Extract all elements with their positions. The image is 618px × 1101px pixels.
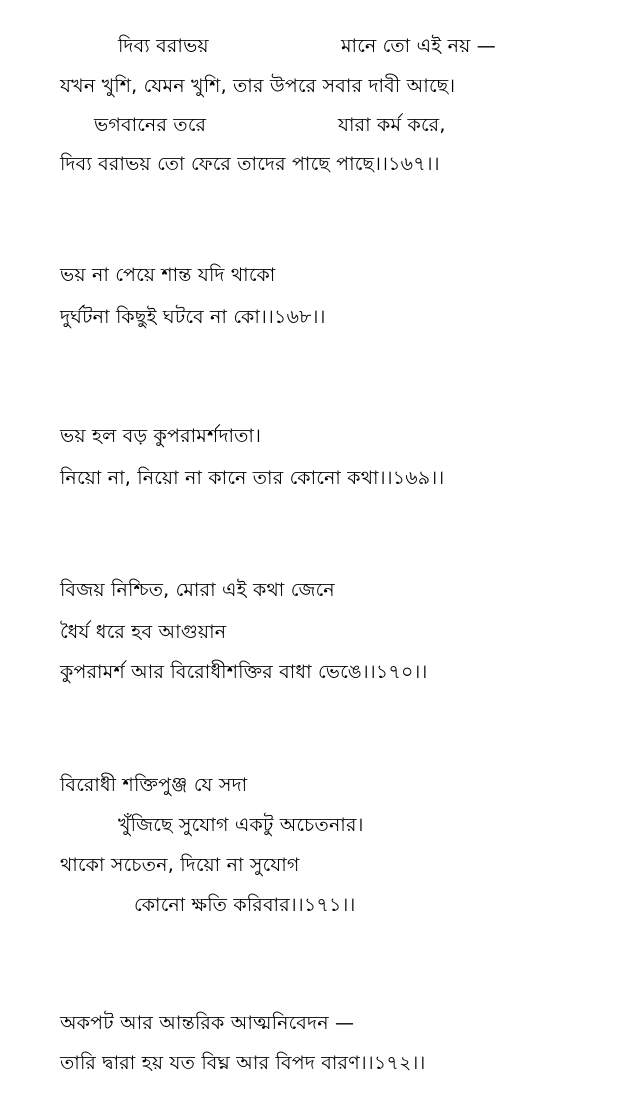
- verse-line: দিব্য বরাভয় তো ফেরে তাদের পাছে পাছে।।১৬৭।।: [60, 153, 440, 175]
- verse-line: যারা কর্ম করে,: [338, 114, 446, 136]
- verse-line: নিয়ো না, নিয়ো না কানে তার কোনো কথা।।১৬৯।।: [60, 467, 445, 489]
- verse-line: ভয় হল বড় কুপরামর্শদাতা।: [60, 425, 262, 447]
- verse-line: দিব্য বরাভয়: [118, 35, 209, 57]
- verse-line: বিরোধী শক্তিপুঞ্জ যে সদা: [60, 774, 248, 796]
- verse-line: ধৈর্য ধরে হব আগুয়ান: [60, 621, 227, 643]
- verse-line: যখন খুশি, যেমন খুশি, তার উপরে সবার দাবী আছে।: [60, 75, 456, 97]
- verse-line: ভয় না পেয়ে শান্ত যদি থাকো: [60, 264, 276, 286]
- verse-line: বিজয় নিশ্চিত, মোরা এই কথা জেনে: [60, 579, 335, 601]
- verse-line: মানে তো এই নয় —: [341, 35, 496, 57]
- verse-line: দুর্ঘটনা কিছুই ঘটবে না কো।।১৬৮।।: [60, 306, 326, 328]
- verse-line: থাকো সচেতন, দিয়ো না সুযোগ: [60, 854, 300, 876]
- verse-line: ভগবানের তরে: [94, 114, 207, 136]
- verse-line: তারি দ্বারা হয় যত বিঘ্ন আর বিপদ বারণ।।১৭২।।: [60, 1052, 426, 1074]
- verse-line: কোনো ক্ষতি করিবার।।১৭১।।: [134, 894, 356, 916]
- verse-line: খুঁজিছে সুযোগ একটু অচেতনার।: [118, 814, 364, 836]
- verse-line: কুপরামর্শ আর বিরোধীশক্তির বাধা ভেঙে।।১৭০।।: [60, 661, 428, 683]
- verse-line: অকপট আর আন্তরিক আত্মনিবেদন —: [60, 1012, 355, 1034]
